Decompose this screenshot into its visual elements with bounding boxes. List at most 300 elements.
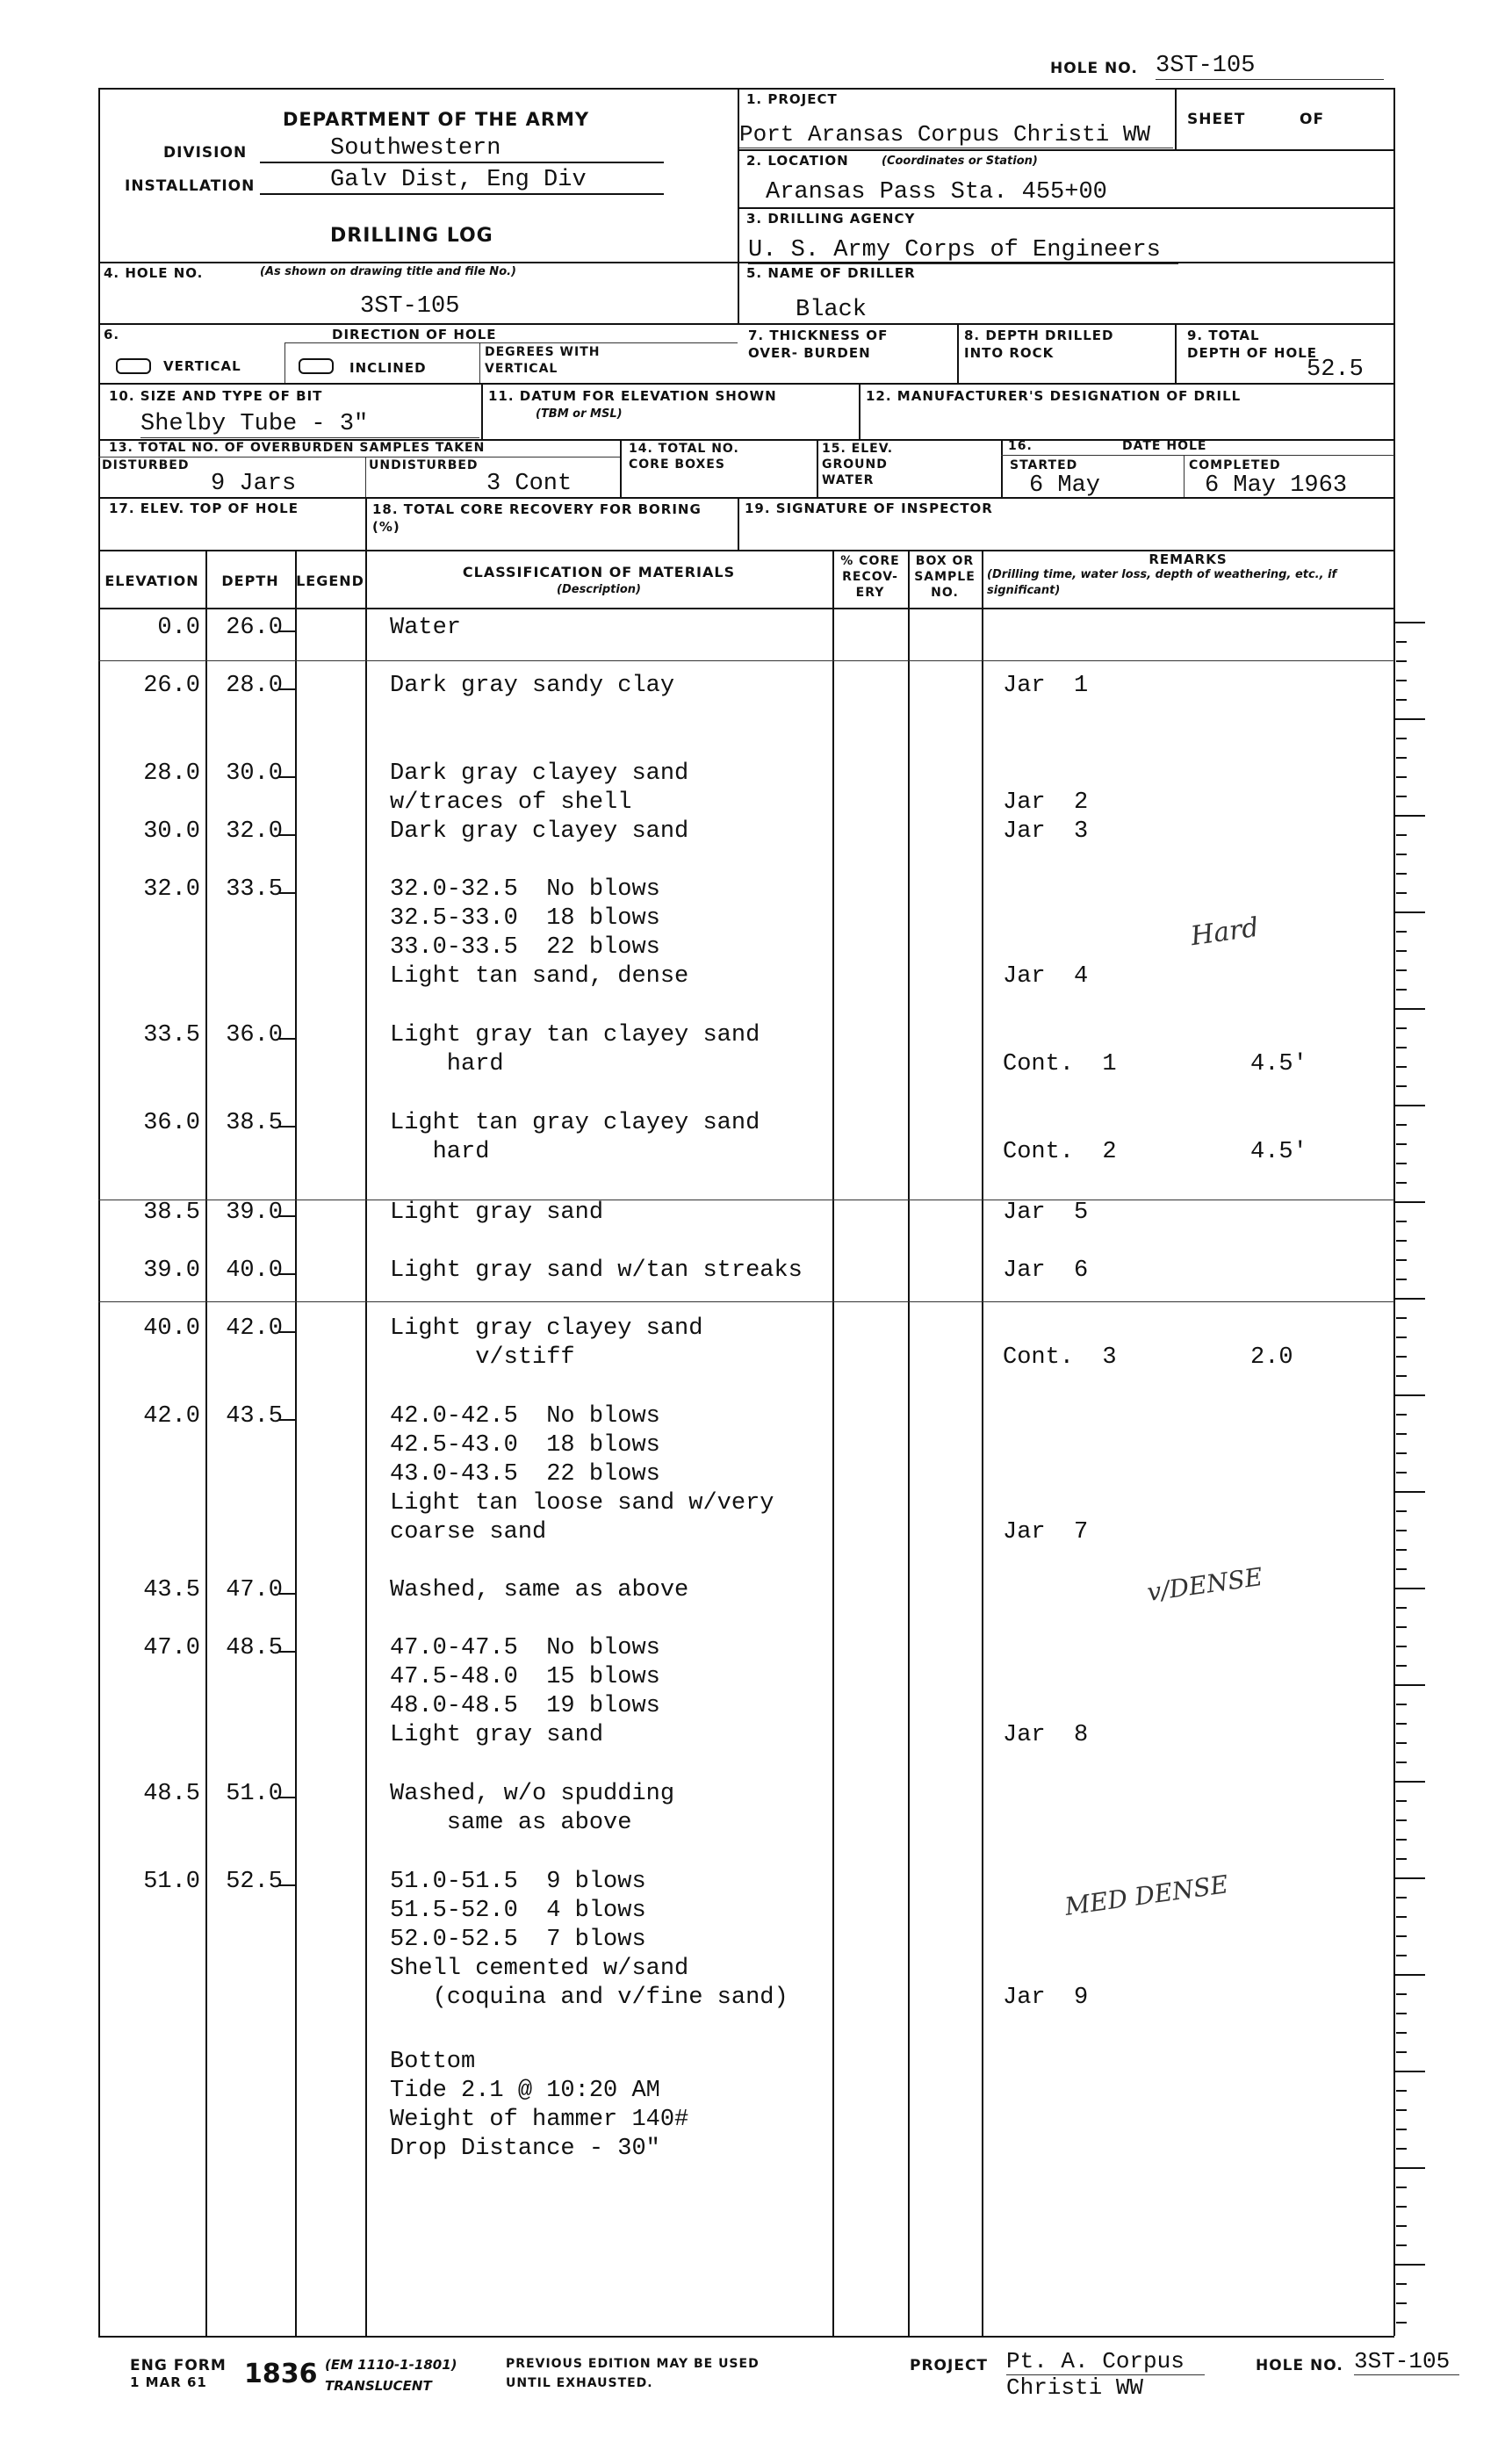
scale-tick (1393, 2071, 1425, 2072)
scale-tick (1393, 622, 1425, 623)
rule (817, 439, 818, 497)
row-depth: 36.0 (226, 1022, 283, 1048)
depth-tick (279, 1126, 295, 1128)
row-recovery-value: 4.5' (1250, 1139, 1307, 1165)
scale-tick (1396, 1414, 1407, 1416)
bottom-note: Drop Distance - 30" (390, 2136, 660, 2162)
scale-tick (1396, 2051, 1407, 2053)
row-sample-remark: Cont. 1 (1003, 1051, 1117, 1077)
row-depth: 39.0 (226, 1200, 283, 1226)
row-description-line: Washed, same as above (390, 1577, 689, 1603)
inclined-label: INCLINED (349, 360, 427, 376)
em-ref: (EM 1110-1-1801) (325, 2357, 457, 2373)
completed-value[interactable]: 6 May 1963 (1205, 472, 1348, 499)
row-description-line: 51.5-52.0 4 blows (390, 1898, 646, 1924)
scale-tick (1396, 1935, 1407, 1937)
row-depth: 42.0 (226, 1315, 283, 1342)
row-description-line: 43.0-43.5 22 blows (390, 1461, 660, 1488)
row-description-line: 32.5-33.0 18 blows (390, 905, 660, 932)
col-core-recovery: % CORE RECOV- ERY (840, 554, 900, 600)
disturbed-label: DISTURBED (102, 458, 190, 472)
scale-tick (1393, 718, 1425, 720)
scale-tick (1396, 1259, 1407, 1261)
col-depth: DEPTH (221, 573, 279, 589)
scale-tick (1396, 1993, 1407, 1995)
f3-value[interactable]: U. S. Army Corps of Engineers (748, 237, 1178, 264)
scale-tick (1396, 699, 1407, 701)
row-depth: 43.5 (226, 1403, 283, 1430)
prev-edition-note: PREVIOUS EDITION MAY BE USED (506, 2357, 760, 2371)
depth-tick (279, 1884, 295, 1886)
handwritten-note-hard: Hard (1188, 911, 1261, 953)
footer-hole-no-value[interactable]: 3ST-105 (1354, 2348, 1459, 2375)
scale-tick (1393, 1588, 1425, 1589)
scale-tick (1396, 2187, 1407, 2188)
row-depth: 30.0 (226, 760, 283, 787)
row-sample-remark: Cont. 3 (1003, 1344, 1117, 1371)
scale-tick (1396, 2148, 1407, 2150)
scale-tick (1396, 2244, 1407, 2246)
of-label: OF (1300, 111, 1325, 128)
scale-tick (1396, 1646, 1407, 1647)
col-remarks: REMARKS (1149, 551, 1228, 567)
scale-tick (1396, 641, 1407, 643)
row-sample-remark: Cont. 2 (1003, 1139, 1117, 1165)
rule (295, 550, 297, 2336)
f14-label: 14. TOTAL NO. CORE BOXES (629, 442, 739, 472)
rule (98, 323, 1394, 325)
rule (859, 383, 861, 441)
scale-tick (1396, 796, 1407, 797)
depth-tick (279, 630, 295, 632)
row-sample-remark: Jar 4 (1003, 963, 1089, 990)
row-depth: 52.5 (226, 1869, 283, 1895)
col-box-sample: BOX OR SAMPLE NO. (914, 554, 976, 600)
rule (738, 497, 739, 550)
row-description-line: Dark gray sandy clay (390, 673, 675, 699)
row-sample-remark: Jar 6 (1003, 1257, 1089, 1284)
row-elevation: 38.5 (143, 1200, 200, 1226)
col-legend: LEGEND (296, 573, 364, 589)
row-elevation: 0.0 (157, 615, 200, 641)
scale-tick (1396, 1858, 1407, 1860)
rule (479, 342, 480, 383)
handwritten-note-med-dense: MED DENSE (1062, 1870, 1230, 1921)
col-classification: CLASSIFICATION OF MATERIALS (462, 564, 736, 580)
scale-tick (1396, 1568, 1407, 1570)
vertical-label: VERTICAL (163, 358, 241, 374)
row-description-line: Light gray clayey sand (390, 1315, 703, 1342)
rule (1175, 323, 1177, 383)
rule (284, 342, 285, 383)
depth-tick (279, 834, 295, 836)
scale-tick (1396, 931, 1407, 933)
scale-tick (1396, 1317, 1407, 1319)
row-sample-remark: Jar 2 (1003, 789, 1089, 816)
f1-label: 1. PROJECT (746, 91, 838, 107)
scale-tick (1393, 1974, 1425, 1976)
rule (98, 88, 100, 550)
top-hole-no-label: HOLE NO. (1050, 60, 1138, 77)
scale-tick (1396, 1800, 1407, 1802)
depth-tick (279, 1215, 295, 1217)
row-depth: 40.0 (226, 1257, 283, 1284)
rule (481, 383, 483, 441)
row-description-line: Light gray sand (390, 1722, 604, 1748)
rule (1001, 455, 1394, 456)
scale-tick (1393, 1201, 1425, 1203)
rule (738, 149, 1394, 151)
scale-tick (1396, 989, 1407, 991)
rule (98, 608, 1394, 609)
rule (98, 1301, 1394, 1302)
degrees-label: DEGREES WITH VERTICAL (485, 345, 601, 376)
f2-label: 2. LOCATION (746, 153, 849, 169)
scale-tick (1396, 1510, 1407, 1512)
f3-label: 3. DRILLING AGENCY (746, 211, 916, 227)
scale-tick (1396, 1279, 1407, 1280)
row-description-line: Water (390, 615, 462, 641)
scale-tick (1396, 2302, 1407, 2304)
row-sample-remark: Jar 5 (1003, 1200, 1089, 1226)
scale-tick (1396, 660, 1407, 662)
f9-value[interactable]: 52.5 (1307, 357, 1364, 383)
f1-value[interactable]: Port Aransas Corpus Christi WW (739, 121, 1173, 148)
scale-tick (1393, 1008, 1425, 1010)
form-date: 1 MAR 61 (130, 2374, 207, 2390)
depth-tick (279, 1651, 295, 1653)
col-elevation: ELEVATION (104, 573, 199, 589)
scale-tick (1396, 950, 1407, 952)
vertical-checkbox[interactable] (116, 358, 151, 374)
row-sample-remark: Jar 9 (1003, 1985, 1089, 2011)
scale-tick (1396, 969, 1407, 971)
scale-tick (1396, 1182, 1407, 1184)
scale-tick (1396, 738, 1407, 739)
scale-tick (1396, 2013, 1407, 2014)
row-description-line: 33.0-33.5 22 blows (390, 934, 660, 961)
row-recovery-value: 2.0 (1250, 1344, 1293, 1371)
scale-tick (1396, 1762, 1407, 1763)
installation-value[interactable]: Galv Dist, Eng Div (260, 167, 664, 195)
rule (832, 550, 834, 2336)
depth-tick (279, 776, 295, 778)
depth-tick (279, 1273, 295, 1275)
row-depth: 47.0 (226, 1577, 283, 1603)
row-depth: 51.0 (226, 1781, 283, 1807)
scale-tick (1396, 1240, 1407, 1242)
rule (98, 550, 100, 2336)
started-value[interactable]: 6 May (1029, 472, 1101, 499)
row-description-line: Light gray sand w/tan streaks (390, 1257, 803, 1284)
f10-label: 10. SIZE AND TYPE OF BIT (109, 388, 323, 404)
rule (365, 497, 367, 550)
rule (1184, 455, 1185, 497)
depth-tick (279, 1331, 295, 1333)
scale-tick (1396, 776, 1407, 778)
rule (98, 660, 1394, 661)
scale-tick (1393, 1394, 1425, 1396)
disturbed-value[interactable]: 9 Jars (211, 471, 297, 497)
rule (98, 2336, 1394, 2338)
row-description-line: coarse sand (390, 1519, 547, 1545)
scale-tick (1396, 854, 1407, 855)
sheet-label: SHEET (1187, 111, 1246, 128)
scale-tick (1396, 873, 1407, 875)
scale-tick (1396, 1085, 1407, 1087)
scale-tick (1396, 1472, 1407, 1473)
row-sample-remark: Jar 3 (1003, 818, 1089, 845)
scale-tick (1396, 1336, 1407, 1338)
f4-hint: (As shown on drawing title and file No.) (260, 265, 516, 278)
row-description-line: 42.5-43.0 18 blows (390, 1432, 660, 1459)
scale-tick (1396, 1027, 1407, 1029)
rule (1393, 88, 1395, 550)
footer-project-value-2[interactable]: Christi WW (1006, 2374, 1144, 2401)
f18-label: 18. TOTAL CORE RECOVERY FOR BORING (%) (372, 501, 702, 535)
row-depth: 26.0 (226, 615, 283, 641)
f8-label: 8. DEPTH DRILLED INTO ROCK (964, 328, 1114, 361)
row-elevation: 30.0 (143, 818, 200, 845)
scale-tick (1396, 1626, 1407, 1628)
rule (982, 550, 983, 2336)
row-elevation: 33.5 (143, 1022, 200, 1048)
rule (98, 497, 1394, 499)
scale-tick (1396, 1665, 1407, 1667)
row-elevation: 42.0 (143, 1403, 200, 1430)
scale-tick (1396, 1955, 1407, 1956)
form-number: 1836 (244, 2359, 318, 2389)
row-description-line: Light tan sand, dense (390, 963, 689, 990)
scale-tick (1396, 1742, 1407, 1744)
scale-tick (1393, 1491, 1425, 1493)
depth-tick (279, 688, 295, 690)
scale-tick (1396, 1433, 1407, 1435)
row-description-line: Shell cemented w/sand (390, 1956, 689, 1982)
f11-hint: (TBM or MSL) (536, 407, 623, 421)
eng-form-label: ENG FORM (130, 2357, 227, 2374)
scale-tick (1396, 2283, 1407, 2285)
f4-label: 4. HOLE NO. (104, 265, 204, 281)
scale-tick (1396, 1819, 1407, 1821)
rule (957, 323, 959, 383)
scale-tick (1396, 1375, 1407, 1377)
scale-tick (1396, 2322, 1407, 2324)
scale-tick (1396, 2032, 1407, 2034)
date-hole-label: DATE HOLE (1122, 439, 1207, 453)
f6-title: DIRECTION OF HOLE (332, 327, 497, 342)
scale-tick (1396, 1916, 1407, 1918)
scale-tick (1393, 1298, 1425, 1300)
row-depth: 33.5 (226, 876, 283, 903)
installation-label: INSTALLATION (125, 177, 256, 195)
rule (205, 550, 207, 2336)
bottom-notes (390, 2048, 688, 2164)
row-description-line: 52.0-52.5 7 blows (390, 1927, 646, 1953)
scale-tick (1396, 1607, 1407, 1609)
until-exhausted-note: UNTIL EXHAUSTED. (506, 2376, 653, 2390)
row-description-line: 32.0-32.5 No blows (390, 876, 660, 903)
rule (738, 262, 1394, 263)
footer-project-value-1[interactable]: Pt. A. Corpus (1006, 2348, 1205, 2375)
f6-label: 6. (104, 327, 120, 342)
scale-tick (1396, 1897, 1407, 1898)
scale-tick (1396, 680, 1407, 681)
depth-tick (279, 1593, 295, 1595)
row-description-line: 47.0-47.5 No blows (390, 1635, 660, 1661)
row-recovery-value: 4.5' (1250, 1051, 1307, 1077)
row-description-line: (coquina and v/fine sand) (390, 1985, 789, 2011)
rule (1001, 439, 1003, 497)
row-elevation: 26.0 (143, 673, 200, 699)
scale-tick (1396, 892, 1407, 894)
form-title: DRILLING LOG (330, 225, 493, 247)
top-hole-no-value[interactable]: 3ST-105 (1156, 53, 1384, 80)
row-description-line: Washed, w/o spudding (390, 1781, 675, 1807)
scale-tick (1393, 1877, 1425, 1879)
f12-label: 12. MANUFACTURER'S DESIGNATION OF DRILL (866, 388, 1242, 404)
row-elevation: 51.0 (143, 1869, 200, 1895)
scale-tick (1396, 1723, 1407, 1725)
scale-tick (1393, 1684, 1425, 1686)
f13-label: 13. TOTAL NO. OF OVERBURDEN SAMPLES TAKEN (109, 441, 486, 455)
row-depth: 48.5 (226, 1635, 283, 1661)
row-elevation: 39.0 (143, 1257, 200, 1284)
scale-tick (1396, 757, 1407, 759)
row-description-line: 47.5-48.0 15 blows (390, 1664, 660, 1690)
row-description-line: hard (390, 1139, 490, 1165)
row-elevation: 48.5 (143, 1781, 200, 1807)
row-depth: 32.0 (226, 818, 283, 845)
scale-tick (1393, 1781, 1425, 1783)
f17-label: 17. ELEV. TOP OF HOLE (109, 501, 299, 516)
scale-tick (1393, 2167, 1425, 2169)
rule (98, 88, 1394, 90)
scale-tick (1396, 1124, 1407, 1126)
depth-tick (279, 892, 295, 894)
col-remarks-sub: (Drilling time, water loss, depth of weathering, etc., if significant) (987, 568, 1337, 597)
row-elevation: 28.0 (143, 760, 200, 787)
f7-label: 7. THICKNESS OF OVER- BURDEN (748, 328, 889, 361)
scale-tick (1396, 1047, 1407, 1048)
bottom-note: Tide 2.1 @ 10:20 AM (390, 2078, 660, 2104)
rule (738, 207, 1394, 209)
scale-tick (1393, 1105, 1425, 1106)
depth-tick (279, 1797, 295, 1798)
undisturbed-value[interactable]: 3 Cont (486, 471, 572, 497)
scale-tick (1396, 1221, 1407, 1222)
row-elevation: 36.0 (143, 1110, 200, 1136)
depth-tick (279, 1038, 295, 1040)
f10-value[interactable]: Shelby Tube - 3" (140, 411, 479, 438)
scale-tick (1396, 1704, 1407, 1705)
undisturbed-label: UNDISTURBED (369, 458, 479, 472)
depth-tick (279, 1419, 295, 1421)
row-description-line: w/traces of shell (390, 789, 632, 816)
row-elevation: 47.0 (143, 1635, 200, 1661)
inclined-checkbox[interactable] (299, 358, 334, 374)
rule (284, 342, 738, 343)
f2-hint: (Coordinates or Station) (882, 155, 1038, 168)
translucent-label: TRANSLUCENT (325, 2378, 432, 2394)
division-value[interactable]: Southwestern (260, 135, 664, 163)
started-label: STARTED (1010, 458, 1078, 472)
f5-value[interactable]: Black (796, 297, 868, 323)
f15-label: 15. ELEV. GROUND WATER (822, 442, 894, 487)
handwritten-note-vdense: v/DENSE (1145, 1561, 1264, 1608)
footer-hole-no-label: HOLE NO. (1256, 2357, 1343, 2374)
scale-tick (1396, 2109, 1407, 2111)
row-elevation: 32.0 (143, 876, 200, 903)
bottom-note: Weight of hammer 140# (390, 2107, 689, 2133)
row-description-line: Dark gray clayey sand (390, 760, 689, 787)
scale-tick (1396, 1530, 1407, 1531)
scale-tick (1393, 911, 1425, 913)
row-elevation: 40.0 (143, 1315, 200, 1342)
row-description-line: 51.0-51.5 9 blows (390, 1869, 646, 1895)
rule (365, 457, 366, 497)
row-sample-remark: Jar 8 (1003, 1722, 1089, 1748)
scale-tick (1396, 1452, 1407, 1454)
row-description-line: Light tan loose sand w/very (390, 1490, 774, 1517)
row-depth: 28.0 (226, 673, 283, 699)
row-sample-remark: Jar 1 (1003, 673, 1089, 699)
row-description-line: 42.0-42.5 No blows (390, 1403, 660, 1430)
row-sample-remark: Jar 7 (1003, 1519, 1089, 1545)
division-label: DIVISION (163, 144, 248, 162)
row-description-line: Light gray sand (390, 1200, 604, 1226)
row-depth: 38.5 (226, 1110, 283, 1136)
row-description-line: v/stiff (390, 1344, 575, 1371)
scale-tick (1396, 1549, 1407, 1551)
f2-value[interactable]: Aransas Pass Sta. 455+00 (766, 179, 1107, 205)
row-elevation: 43.5 (143, 1577, 200, 1603)
f5-label: 5. NAME OF DRILLER (746, 265, 916, 281)
scale-tick (1396, 1356, 1407, 1358)
f4-value[interactable]: 3ST-105 (360, 293, 460, 320)
department-title: DEPARTMENT OF THE ARMY (283, 109, 590, 130)
rule (1393, 550, 1395, 2336)
scale-tick (1396, 2090, 1407, 2092)
f19-label: 19. SIGNATURE OF INSPECTOR (745, 501, 993, 516)
scale-tick (1396, 1163, 1407, 1164)
completed-label: COMPLETED (1189, 458, 1281, 472)
scale-tick (1396, 2129, 1407, 2130)
rule (1175, 88, 1177, 149)
scale-tick (1396, 1066, 1407, 1068)
scale-tick (1396, 2206, 1407, 2208)
col-classification-sub: (Description) (557, 583, 641, 596)
rule (98, 262, 738, 263)
bottom-note: Bottom (390, 2049, 476, 2075)
rule (98, 383, 1394, 385)
f11-label: 11. DATUM FOR ELEVATION SHOWN (488, 388, 777, 404)
footer-project-label: PROJECT (910, 2357, 989, 2374)
row-description-line: Light gray tan clayey sand (390, 1022, 760, 1048)
scale-tick (1396, 834, 1407, 836)
scale-tick (1393, 2264, 1425, 2266)
row-description-line: hard (390, 1051, 504, 1077)
scale-tick (1396, 2225, 1407, 2227)
scale-tick (1396, 1143, 1407, 1145)
rule (620, 439, 622, 497)
scale-tick (1393, 815, 1425, 817)
row-description-line: Dark gray clayey sand (390, 818, 689, 845)
row-description-line: same as above (390, 1810, 632, 1836)
f16-label: 16. (1008, 439, 1033, 453)
rule (908, 550, 910, 2336)
row-description-line: 48.0-48.5 19 blows (390, 1693, 660, 1719)
